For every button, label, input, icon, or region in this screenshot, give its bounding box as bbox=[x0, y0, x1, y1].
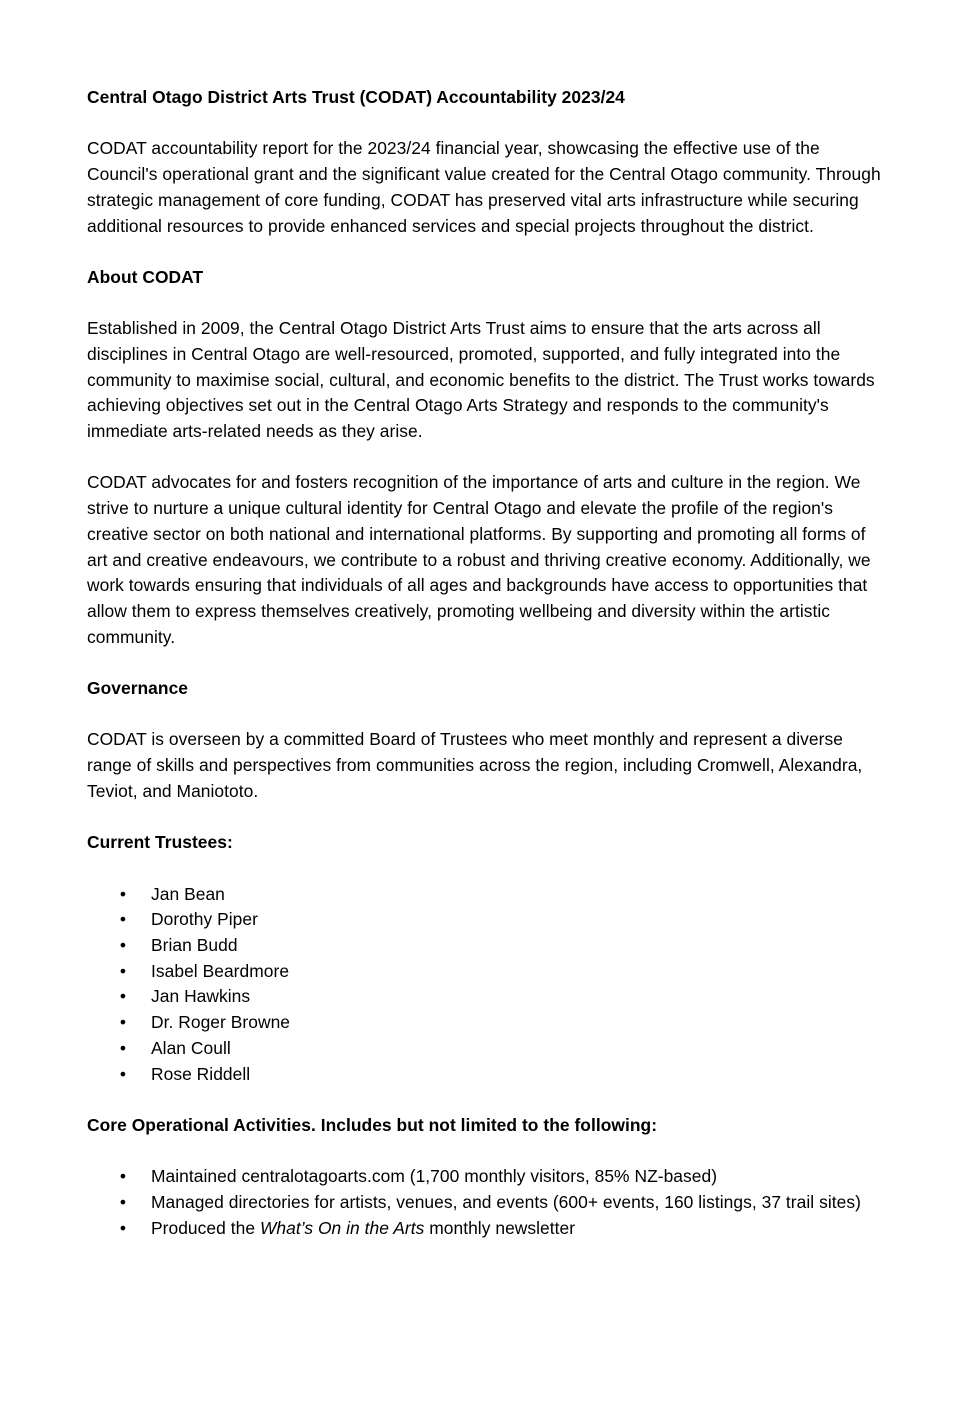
intro-paragraph: CODAT accountability report for the 2023/24 financial year, showcasing the effective use of the Council's operational grant and the significant value created for the Central Otago community. Through strategic management of core funding, CODAT has preserved vital arts infrastructure while securing additional resources to provide enhanced services and special projects throughout the district. bbox=[87, 138, 881, 236]
list-item bbox=[87, 933, 887, 959]
list-item bbox=[87, 1190, 887, 1216]
trustee-name: Rose Riddell bbox=[151, 1063, 251, 1084]
core-activities-list bbox=[87, 1164, 887, 1241]
about-paragraph-2: CODAT advocates for and fosters recognition of the importance of arts and culture in the region. We strive to nurture a unique cultural identity for Central Otago and elevate the profile of the region's creative sector on both national and international platforms. By supporting and promoting all forms of art and creative endeavours, we contribute to a robust and thriving creative economy. Additionally, we work towards ensuring that individuals of all ages and backgrounds have access to opportunities that allow them to express themselves creatively, promoting wellbeing and diversity within the artistic community. bbox=[87, 472, 871, 647]
list-item bbox=[87, 1216, 887, 1242]
trustee-name: Alan Coull bbox=[151, 1037, 231, 1058]
trustee-name: Dr. Roger Browne bbox=[151, 1012, 291, 1033]
activity-text: Managed directories for artists, venues, and events (600+ events, 160 listings, 37 trail sites) bbox=[151, 1192, 861, 1213]
trustee-name: Brian Budd bbox=[151, 935, 238, 956]
list-item bbox=[87, 1010, 887, 1036]
bullet-icon: • bbox=[119, 1166, 127, 1187]
list-item bbox=[87, 907, 887, 933]
bullet-icon: • bbox=[119, 1192, 127, 1213]
bullet-icon: • bbox=[119, 986, 127, 1007]
bullet-icon: • bbox=[119, 1217, 127, 1238]
bullet-icon: • bbox=[119, 1037, 127, 1058]
activity-text: Maintained centralotagoarts.com (1,700 monthly visitors, 85% NZ-based) bbox=[151, 1166, 718, 1187]
document-page bbox=[87, 85, 887, 1241]
trustees-heading: Current Trustees: bbox=[87, 832, 233, 853]
about-heading: About CODAT bbox=[87, 266, 204, 287]
bullet-icon: • bbox=[119, 883, 127, 904]
document-title: Central Otago District Arts Trust (CODAT) Accountability 2023/24 bbox=[87, 87, 625, 107]
list-item bbox=[87, 882, 887, 908]
governance-heading: Governance bbox=[87, 678, 189, 699]
list-item bbox=[87, 1036, 887, 1062]
bullet-icon: • bbox=[119, 935, 127, 956]
core-activities-heading: Core Operational Activities. Includes but not limited to the following: bbox=[87, 1114, 658, 1135]
activity-text-prefix: Produced the bbox=[151, 1217, 260, 1238]
trustee-name: Jan Hawkins bbox=[151, 986, 251, 1007]
list-item bbox=[87, 984, 887, 1010]
activity-text-suffix: monthly newsletter bbox=[424, 1217, 576, 1238]
trustees-list bbox=[87, 882, 887, 1088]
bullet-icon: • bbox=[119, 909, 127, 930]
about-paragraph-1: Established in 2009, the Central Otago District Arts Trust aims to ensure that the arts across all disciplines in Central Otago are well-resourced, promoted, supported, and fully integrated into the community to maximise social, cultural, and economic benefits to the district. The Trust works towards achieving objectives set out in the Central Otago Arts Strategy and responds to the community's immediate arts-related needs as they arise. bbox=[87, 318, 875, 442]
governance-paragraph: CODAT is overseen by a committed Board of Trustees who meet monthly and represent a diverse range of skills and perspectives from communities across the region, including Cromwell, Alexandra, Teviot, and Maniototo. bbox=[87, 729, 863, 801]
bullet-icon: • bbox=[119, 960, 127, 981]
list-item bbox=[87, 1164, 887, 1190]
bullet-icon: • bbox=[119, 1063, 127, 1084]
list-item bbox=[87, 959, 887, 985]
list-item bbox=[87, 1062, 887, 1088]
trustee-name: Isabel Beardmore bbox=[151, 960, 290, 981]
trustee-name: Dorothy Piper bbox=[151, 909, 258, 930]
trustee-name: Jan Bean bbox=[151, 883, 225, 904]
newsletter-title: What’s On in the Arts bbox=[259, 1217, 425, 1238]
bullet-icon: • bbox=[119, 1012, 127, 1033]
